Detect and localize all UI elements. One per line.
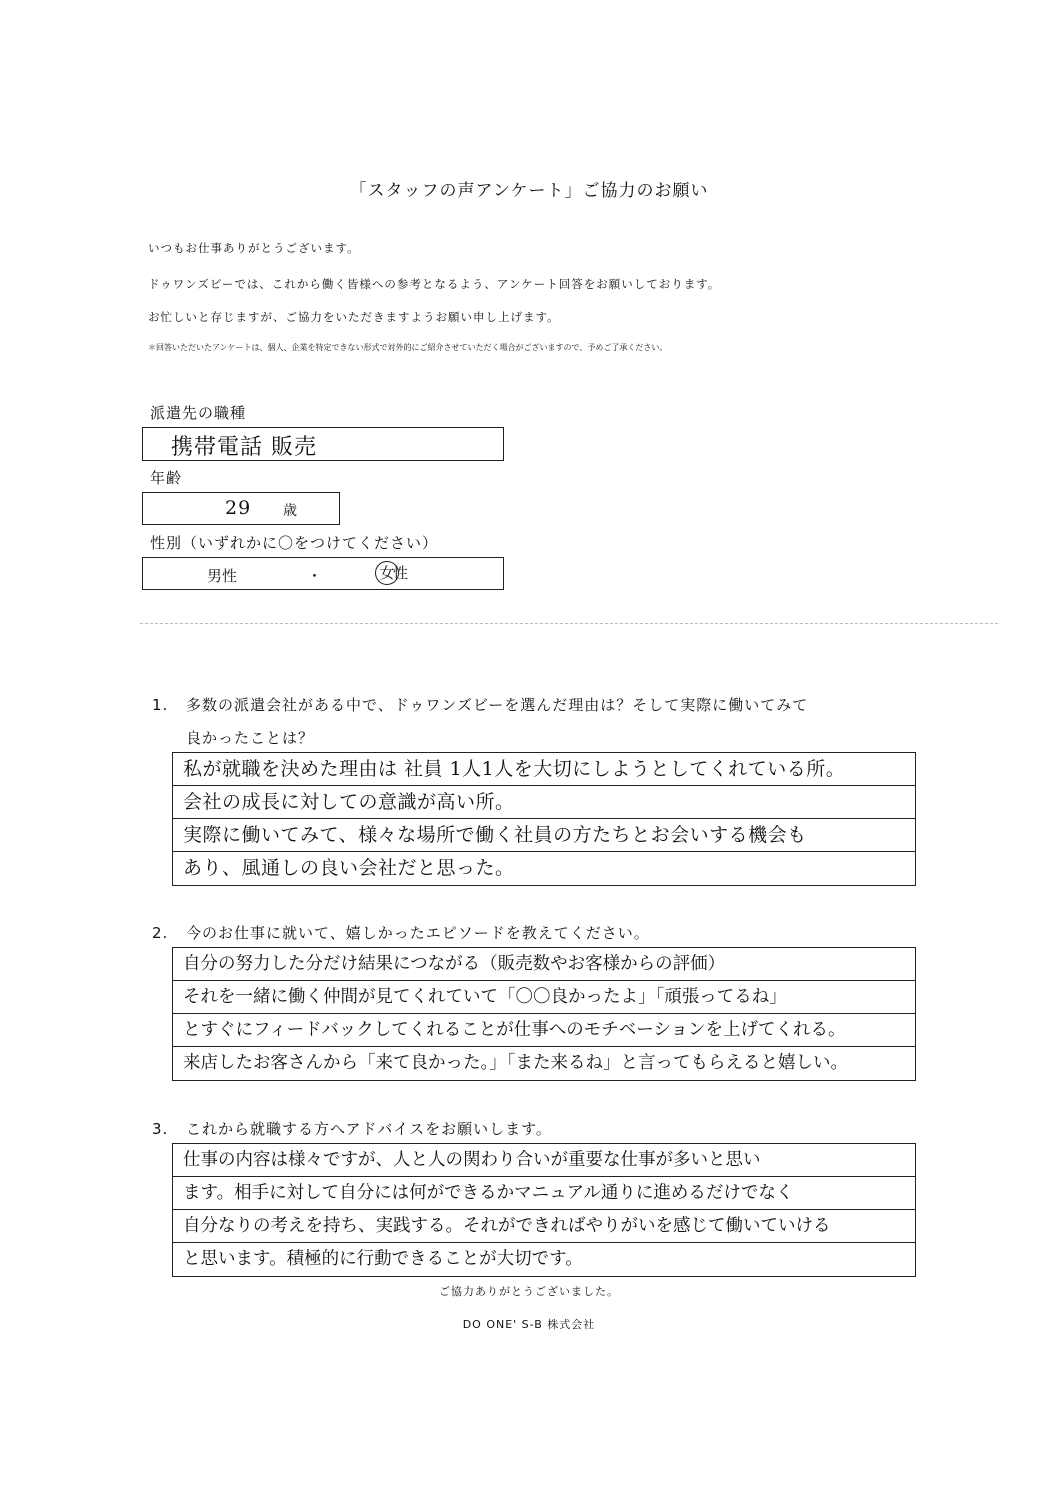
company-name: DO ONE' S-B 株式会社 bbox=[462, 1318, 596, 1331]
answer-2-line-1: 自分の努力した分だけ結果につながる（販売数やお客様からの評価） bbox=[173, 948, 915, 981]
question-2 bbox=[152, 922, 650, 943]
answer-1-line-3: 実際に働いてみて、様々な場所で働く社員の方たちとお会いする機会も bbox=[173, 819, 915, 852]
age-label: 年齢 bbox=[150, 469, 183, 487]
question-3-text: これから就職する方へアドバイスをお願いします。 bbox=[186, 1120, 552, 1138]
job-type-field[interactable] bbox=[142, 427, 504, 461]
question-1-number: 1. bbox=[152, 696, 169, 714]
answer-3-line-4: と思います。積極的に行動できることが大切です。 bbox=[183, 1249, 583, 1269]
question-3 bbox=[152, 1118, 552, 1139]
answer-1-line-1: 私が就職を決めた理由は 社員 1人1人を大切にしようとしてくれている所。 bbox=[173, 753, 915, 786]
answer-1-line-4: あり、風通しの良い会社だと思った。 bbox=[183, 857, 515, 879]
intro-line-2: ドゥワンズビーでは、これから働く皆様への参考となるよう、アンケート回答をお願いしております。 bbox=[148, 277, 721, 291]
answer-2-box[interactable] bbox=[172, 947, 916, 1081]
answer-3-line-1: 仕事の内容は様々ですが、人と人の関わり合いが重要な仕事が多いと思い bbox=[173, 1144, 915, 1177]
gender-option-female-rest: 性 bbox=[393, 564, 409, 582]
answer-3-box[interactable] bbox=[172, 1143, 916, 1277]
answer-3-line-2: ます。相手に対して自分には何ができるかマニュアル通りに進めるだけでなく bbox=[173, 1177, 915, 1210]
question-2-text: 今のお仕事に就いて、嬉しかったエピソードを教えてください。 bbox=[186, 924, 650, 942]
intro-line-3: お忙しいと存じますが、ご協力をいただきますようお願い申し上げます。 bbox=[148, 310, 560, 324]
question-1-text-cont: 良かったことは？ bbox=[186, 729, 315, 747]
question-1 bbox=[152, 694, 808, 715]
answer-1-line-2: 会社の成長に対しての意識が高い所。 bbox=[173, 786, 915, 819]
answer-3-line-3: 自分なりの考えを持ち、実践する。それができればやりがいを感じて働いていける bbox=[173, 1210, 915, 1243]
question-1-text: 多数の派遣会社がある中で、ドゥワンズビーを選んだ理由は？そして実際に働いてみて bbox=[186, 696, 809, 714]
gender-option-female[interactable] bbox=[375, 561, 408, 585]
page-title: 「スタッフの声アンケート」ご協力のお願い bbox=[349, 181, 709, 201]
age-value: 29 bbox=[225, 497, 252, 519]
job-type-label: 派遣先の職種 bbox=[150, 404, 247, 422]
gender-label: 性別（いずれかに〇をつけてください） bbox=[150, 534, 439, 552]
answer-2-line-2: それを一緒に働く仲間が見てくれていて「〇〇良かったよ」「頑張ってるね」 bbox=[173, 981, 915, 1014]
job-type-value: 携帯電話 販売 bbox=[171, 435, 317, 460]
gender-field[interactable] bbox=[142, 557, 504, 590]
answer-2-line-3: とすぐにフィードバックしてくれることが仕事へのモチベーションを上げてくれる。 bbox=[173, 1014, 915, 1047]
selection-circle: 女 bbox=[375, 561, 399, 585]
question-3-number: 3. bbox=[152, 1120, 169, 1138]
gender-separator: ・ bbox=[307, 567, 323, 585]
thanks-message: ご協力ありがとうございました。 bbox=[439, 1285, 619, 1298]
age-unit: 歳 bbox=[283, 503, 297, 519]
question-2-number: 2. bbox=[152, 924, 169, 942]
answer-1-box[interactable] bbox=[172, 752, 916, 886]
disclaimer-note: ＊回答いただいたアンケートは、個人、企業を特定できない形式で対外的にご紹介させていただく場合がございますので、予めご了承ください。 bbox=[148, 343, 668, 352]
intro-line-1: いつもお仕事ありがとうございます。 bbox=[148, 241, 360, 255]
section-divider bbox=[140, 623, 998, 624]
answer-2-line-4: 来店したお客さんから「来て良かった。」「また来るね」と言ってもらえると嬉しい。 bbox=[183, 1053, 848, 1073]
age-field[interactable] bbox=[142, 492, 340, 525]
gender-option-male[interactable]: 男性 bbox=[207, 567, 238, 585]
